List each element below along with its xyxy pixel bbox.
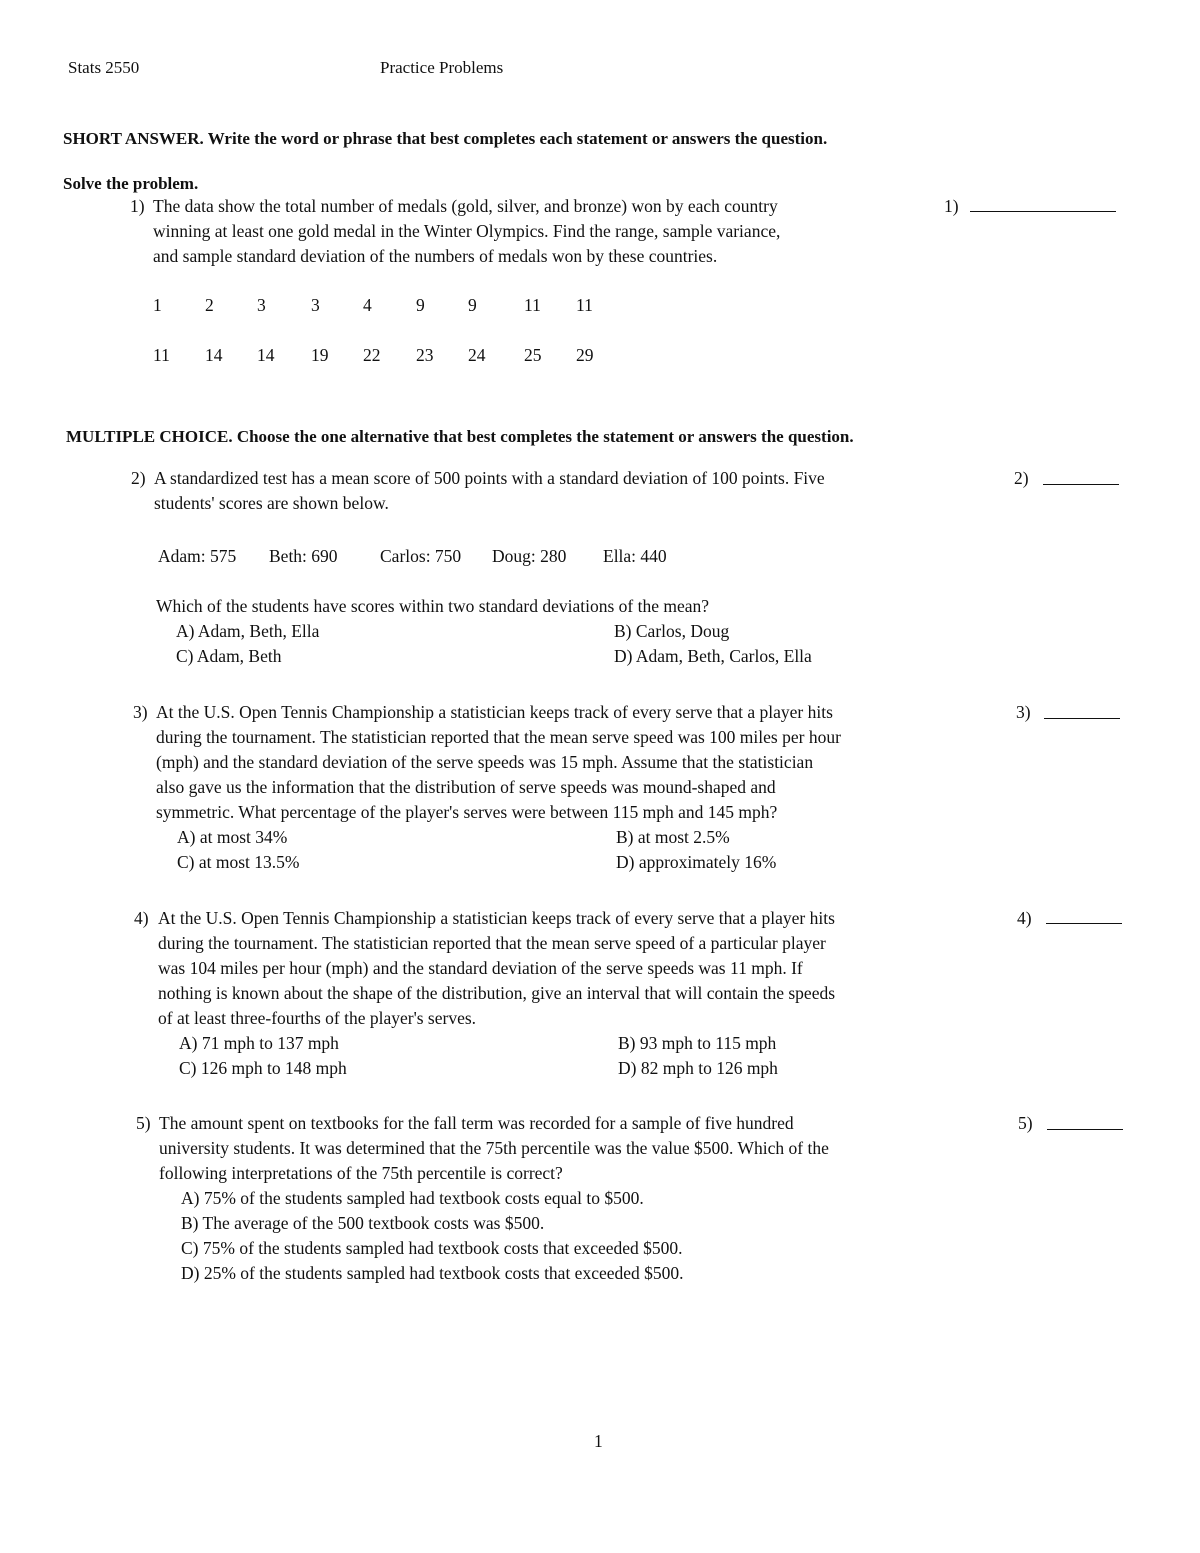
student-score: Beth: 690 <box>269 546 338 566</box>
option-d[interactable]: D) approximately 16% <box>616 852 777 872</box>
short-answer-heading: SHORT ANSWER. Write the word or phrase that best completes each statement or answers the question. <box>63 129 828 148</box>
data-value: 11 <box>576 295 593 315</box>
data-value: 3 <box>311 295 320 315</box>
question-text-line: symmetric. What percentage of the player's serves were between 115 mph and 145 mph? <box>156 802 778 822</box>
option-a[interactable]: A) 71 mph to 137 mph <box>179 1033 339 1053</box>
answer-label: 3) <box>1016 702 1031 722</box>
data-value: 9 <box>416 295 425 315</box>
answer-blank[interactable] <box>1043 484 1119 485</box>
data-value: 14 <box>205 345 223 365</box>
solve-subheading: Solve the problem. <box>63 174 199 193</box>
data-value: 23 <box>416 345 434 365</box>
answer-label: 1) <box>944 196 959 216</box>
page-number: 1 <box>594 1431 603 1451</box>
question-text-line: following interpretations of the 75th percentile is correct? <box>159 1163 563 1183</box>
data-value: 19 <box>311 345 329 365</box>
data-value: 4 <box>363 295 372 315</box>
question-text-line: A standardized test has a mean score of 500 points with a standard deviation of 100 points. Five <box>154 468 825 488</box>
question-text-line: university students. It was determined that the 75th percentile was the value $500. Which of the <box>159 1138 829 1158</box>
student-score: Ella: 440 <box>603 546 667 566</box>
option-c[interactable]: C) 75% of the students sampled had textbook costs that exceeded $500. <box>181 1238 683 1258</box>
answer-label: 5) <box>1018 1113 1033 1133</box>
question-text-line: nothing is known about the shape of the distribution, give an interval that will contain the speeds <box>158 983 836 1003</box>
question-text-line: At the U.S. Open Tennis Championship a statistician keeps track of every serve that a player hits <box>156 702 833 722</box>
question-number: 2) <box>131 468 146 488</box>
data-value: 11 <box>153 345 170 365</box>
data-value: 9 <box>468 295 477 315</box>
data-value: 29 <box>576 345 594 365</box>
multiple-choice-heading: MULTIPLE CHOICE. Choose the one alternative that best completes the statement or answers the question. <box>66 427 854 446</box>
data-value: 2 <box>205 295 214 315</box>
option-c[interactable]: C) at most 13.5% <box>177 852 300 872</box>
option-d[interactable]: D) 25% of the students sampled had textbook costs that exceeded $500. <box>181 1263 684 1283</box>
student-score: Carlos: 750 <box>380 546 462 566</box>
question-text-line: also gave us the information that the distribution of serve speeds was mound-shaped and <box>156 777 776 797</box>
answer-blank[interactable] <box>1046 923 1122 924</box>
option-a[interactable]: A) at most 34% <box>177 827 288 847</box>
data-value: 25 <box>524 345 542 365</box>
option-d[interactable]: D) 82 mph to 126 mph <box>618 1058 778 1078</box>
question-text-line: The data show the total number of medals (gold, silver, and bronze) won by each country <box>153 196 778 216</box>
option-b[interactable]: B) The average of the 500 textbook costs was $500. <box>181 1213 545 1233</box>
answer-blank[interactable] <box>970 211 1116 212</box>
question-number: 1) <box>130 196 145 216</box>
question-text-line: during the tournament. The statistician reported that the mean serve speed was 100 miles per hour <box>156 727 841 747</box>
data-value: 14 <box>257 345 275 365</box>
question-text-line: (mph) and the standard deviation of the serve speeds was 15 mph. Assume that the statistician <box>156 752 814 772</box>
question-text-line: The amount spent on textbooks for the fall term was recorded for a sample of five hundred <box>159 1113 794 1133</box>
data-value: 1 <box>153 295 162 315</box>
question-number: 3) <box>133 702 148 722</box>
question-text-line: winning at least one gold medal in the Winter Olympics. Find the range, sample variance, <box>153 221 781 241</box>
data-value: 22 <box>363 345 381 365</box>
answer-label: 2) <box>1014 468 1029 488</box>
answer-blank[interactable] <box>1047 1129 1123 1130</box>
question-text-line: students' scores are shown below. <box>154 493 389 513</box>
question-number: 4) <box>134 908 149 928</box>
course-label: Stats 2550 <box>68 58 140 77</box>
option-c[interactable]: C) Adam, Beth <box>176 646 282 666</box>
data-value: 11 <box>524 295 541 315</box>
question-text-line: of at least three-fourths of the player's serves. <box>158 1008 477 1028</box>
question-text-line: and sample standard deviation of the numbers of medals won by these countries. <box>153 246 718 266</box>
question-text-line: was 104 miles per hour (mph) and the standard deviation of the serve speeds was 11 mph. If <box>158 958 803 978</box>
option-b[interactable]: B) Carlos, Doug <box>614 621 730 641</box>
answer-blank[interactable] <box>1044 718 1120 719</box>
student-score: Doug: 280 <box>492 546 567 566</box>
option-b[interactable]: B) 93 mph to 115 mph <box>618 1033 777 1053</box>
answer-label: 4) <box>1017 908 1032 928</box>
question-text-line: during the tournament. The statistician reported that the mean serve speed of a particular player <box>158 933 826 953</box>
data-value: 24 <box>468 345 486 365</box>
question-number: 5) <box>136 1113 151 1133</box>
option-d[interactable]: D) Adam, Beth, Carlos, Ella <box>614 646 812 666</box>
option-c[interactable]: C) 126 mph to 148 mph <box>179 1058 347 1078</box>
page-title: Practice Problems <box>380 58 504 77</box>
option-a[interactable]: A) 75% of the students sampled had textbook costs equal to $500. <box>181 1188 644 1208</box>
question-prompt: Which of the students have scores within two standard deviations of the mean? <box>156 596 710 616</box>
option-a[interactable]: A) Adam, Beth, Ella <box>176 621 320 641</box>
option-b[interactable]: B) at most 2.5% <box>616 827 730 847</box>
data-value: 3 <box>257 295 266 315</box>
student-score: Adam: 575 <box>158 546 237 566</box>
question-text-line: At the U.S. Open Tennis Championship a statistician keeps track of every serve that a player hits <box>158 908 835 928</box>
